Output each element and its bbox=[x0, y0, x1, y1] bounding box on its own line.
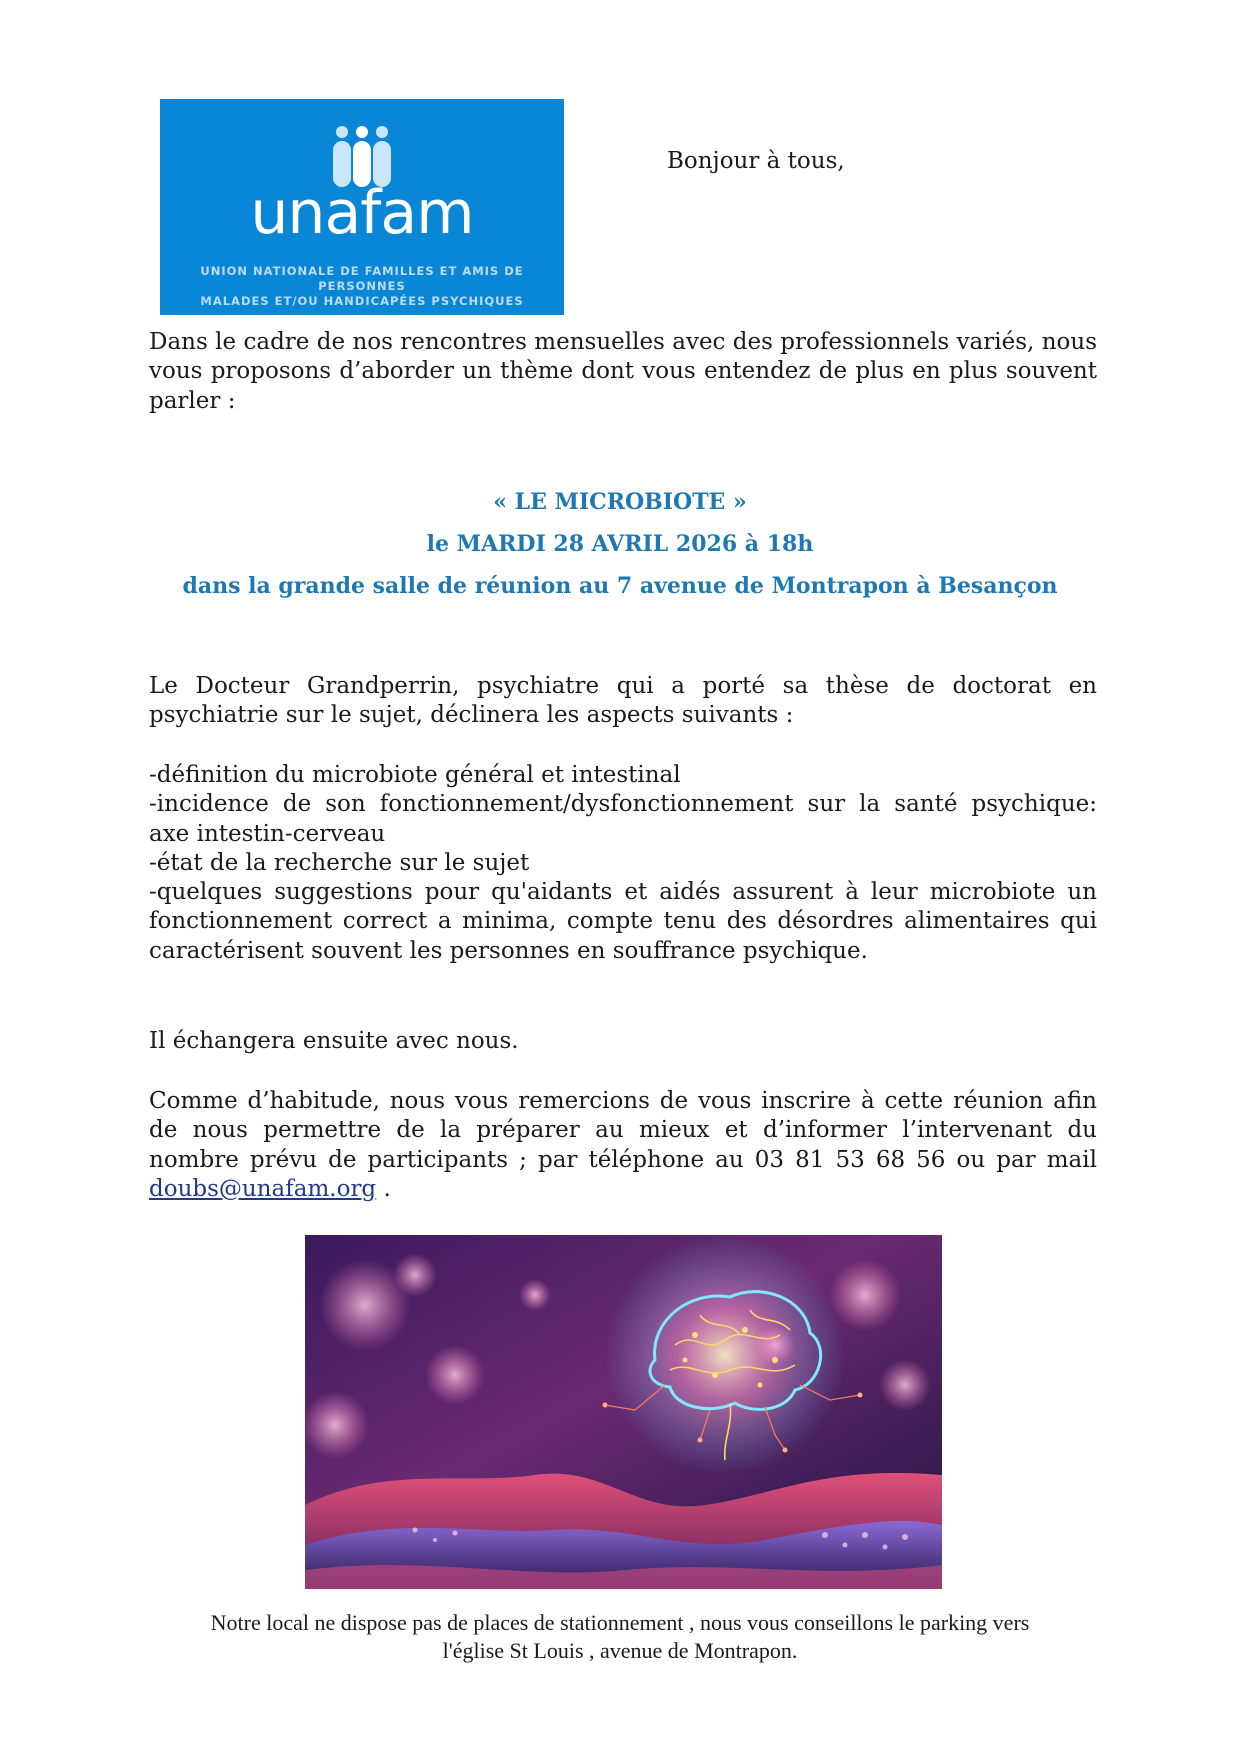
speaker-intro: Le Docteur Grandperrin, psychiatre qui a porté sa thèse de doctorat en psychiatrie sur le sujet, déclinera les aspects suivants : bbox=[149, 673, 1097, 729]
unafam-logo bbox=[160, 99, 564, 315]
topic-item: -définition du microbiote général et intestinal bbox=[149, 762, 681, 788]
event-title: « LE MICROBIOTE » bbox=[493, 489, 747, 515]
intro-paragraph: Dans le cadre de nos rencontres mensuelles avec des professionnels variés, nous vous proposons d’aborder un thème dont vous entendez de plus en plus souvent parler : bbox=[149, 329, 1097, 414]
logo-wordmark: unafam bbox=[250, 178, 474, 248]
registration-paragraph bbox=[149, 1087, 1097, 1204]
exchange-paragraph: Il échangera ensuite avec nous. bbox=[149, 1028, 519, 1054]
logo-tagline-line2: MALADES ET/OU HANDICAPÉES PSYCHIQUES bbox=[200, 294, 524, 308]
email-link[interactable]: doubs@unafam.org bbox=[149, 1175, 377, 1202]
topic-item: -quelques suggestions pour qu'aidants et aidés assurent à leur microbiote un fonctionnement correct a minima, compte tenu des désordres alimentaires qui caractérisent souvent les personnes en souffrance psychique. bbox=[149, 879, 1097, 964]
logo-tagline bbox=[160, 264, 564, 309]
topics-list bbox=[149, 761, 1097, 966]
parking-note-line1: Notre local ne dispose pas de places de stationnement , nous vous conseillons le parking vers bbox=[210, 1610, 1030, 1635]
registration-trailing: . bbox=[376, 1175, 391, 1202]
topic-item: -état de la recherche sur le sujet bbox=[149, 849, 530, 876]
greeting: Bonjour à tous, bbox=[667, 148, 845, 174]
registration-text: Comme d’habitude, nous vous remercions de vous inscrire à cette réunion afin de nous permettre de la préparer au mieux et d’informer l’intervenant du nombre prévu de participants ; par téléphone au 03 81 53 68 56 ou par mail bbox=[149, 1088, 1097, 1173]
parking-note bbox=[140, 1609, 1100, 1665]
brain-microbiome-image bbox=[305, 1235, 942, 1589]
logo-tagline-line1: UNION NATIONALE DE FAMILLES ET AMIS DE PERSONNES bbox=[200, 264, 524, 293]
event-place: dans la grande salle de réunion au 7 avenue de Montrapon à Besançon bbox=[182, 573, 1058, 599]
parking-note-line2: l'église St Louis , avenue de Montrapon. bbox=[442, 1638, 798, 1663]
topic-item: -incidence de son fonctionnement/dysfonctionnement sur la santé psychique: axe intestin-cerveau bbox=[149, 791, 1097, 847]
event-date: le MARDI 28 AVRIL 2026 à 18h bbox=[426, 531, 814, 557]
